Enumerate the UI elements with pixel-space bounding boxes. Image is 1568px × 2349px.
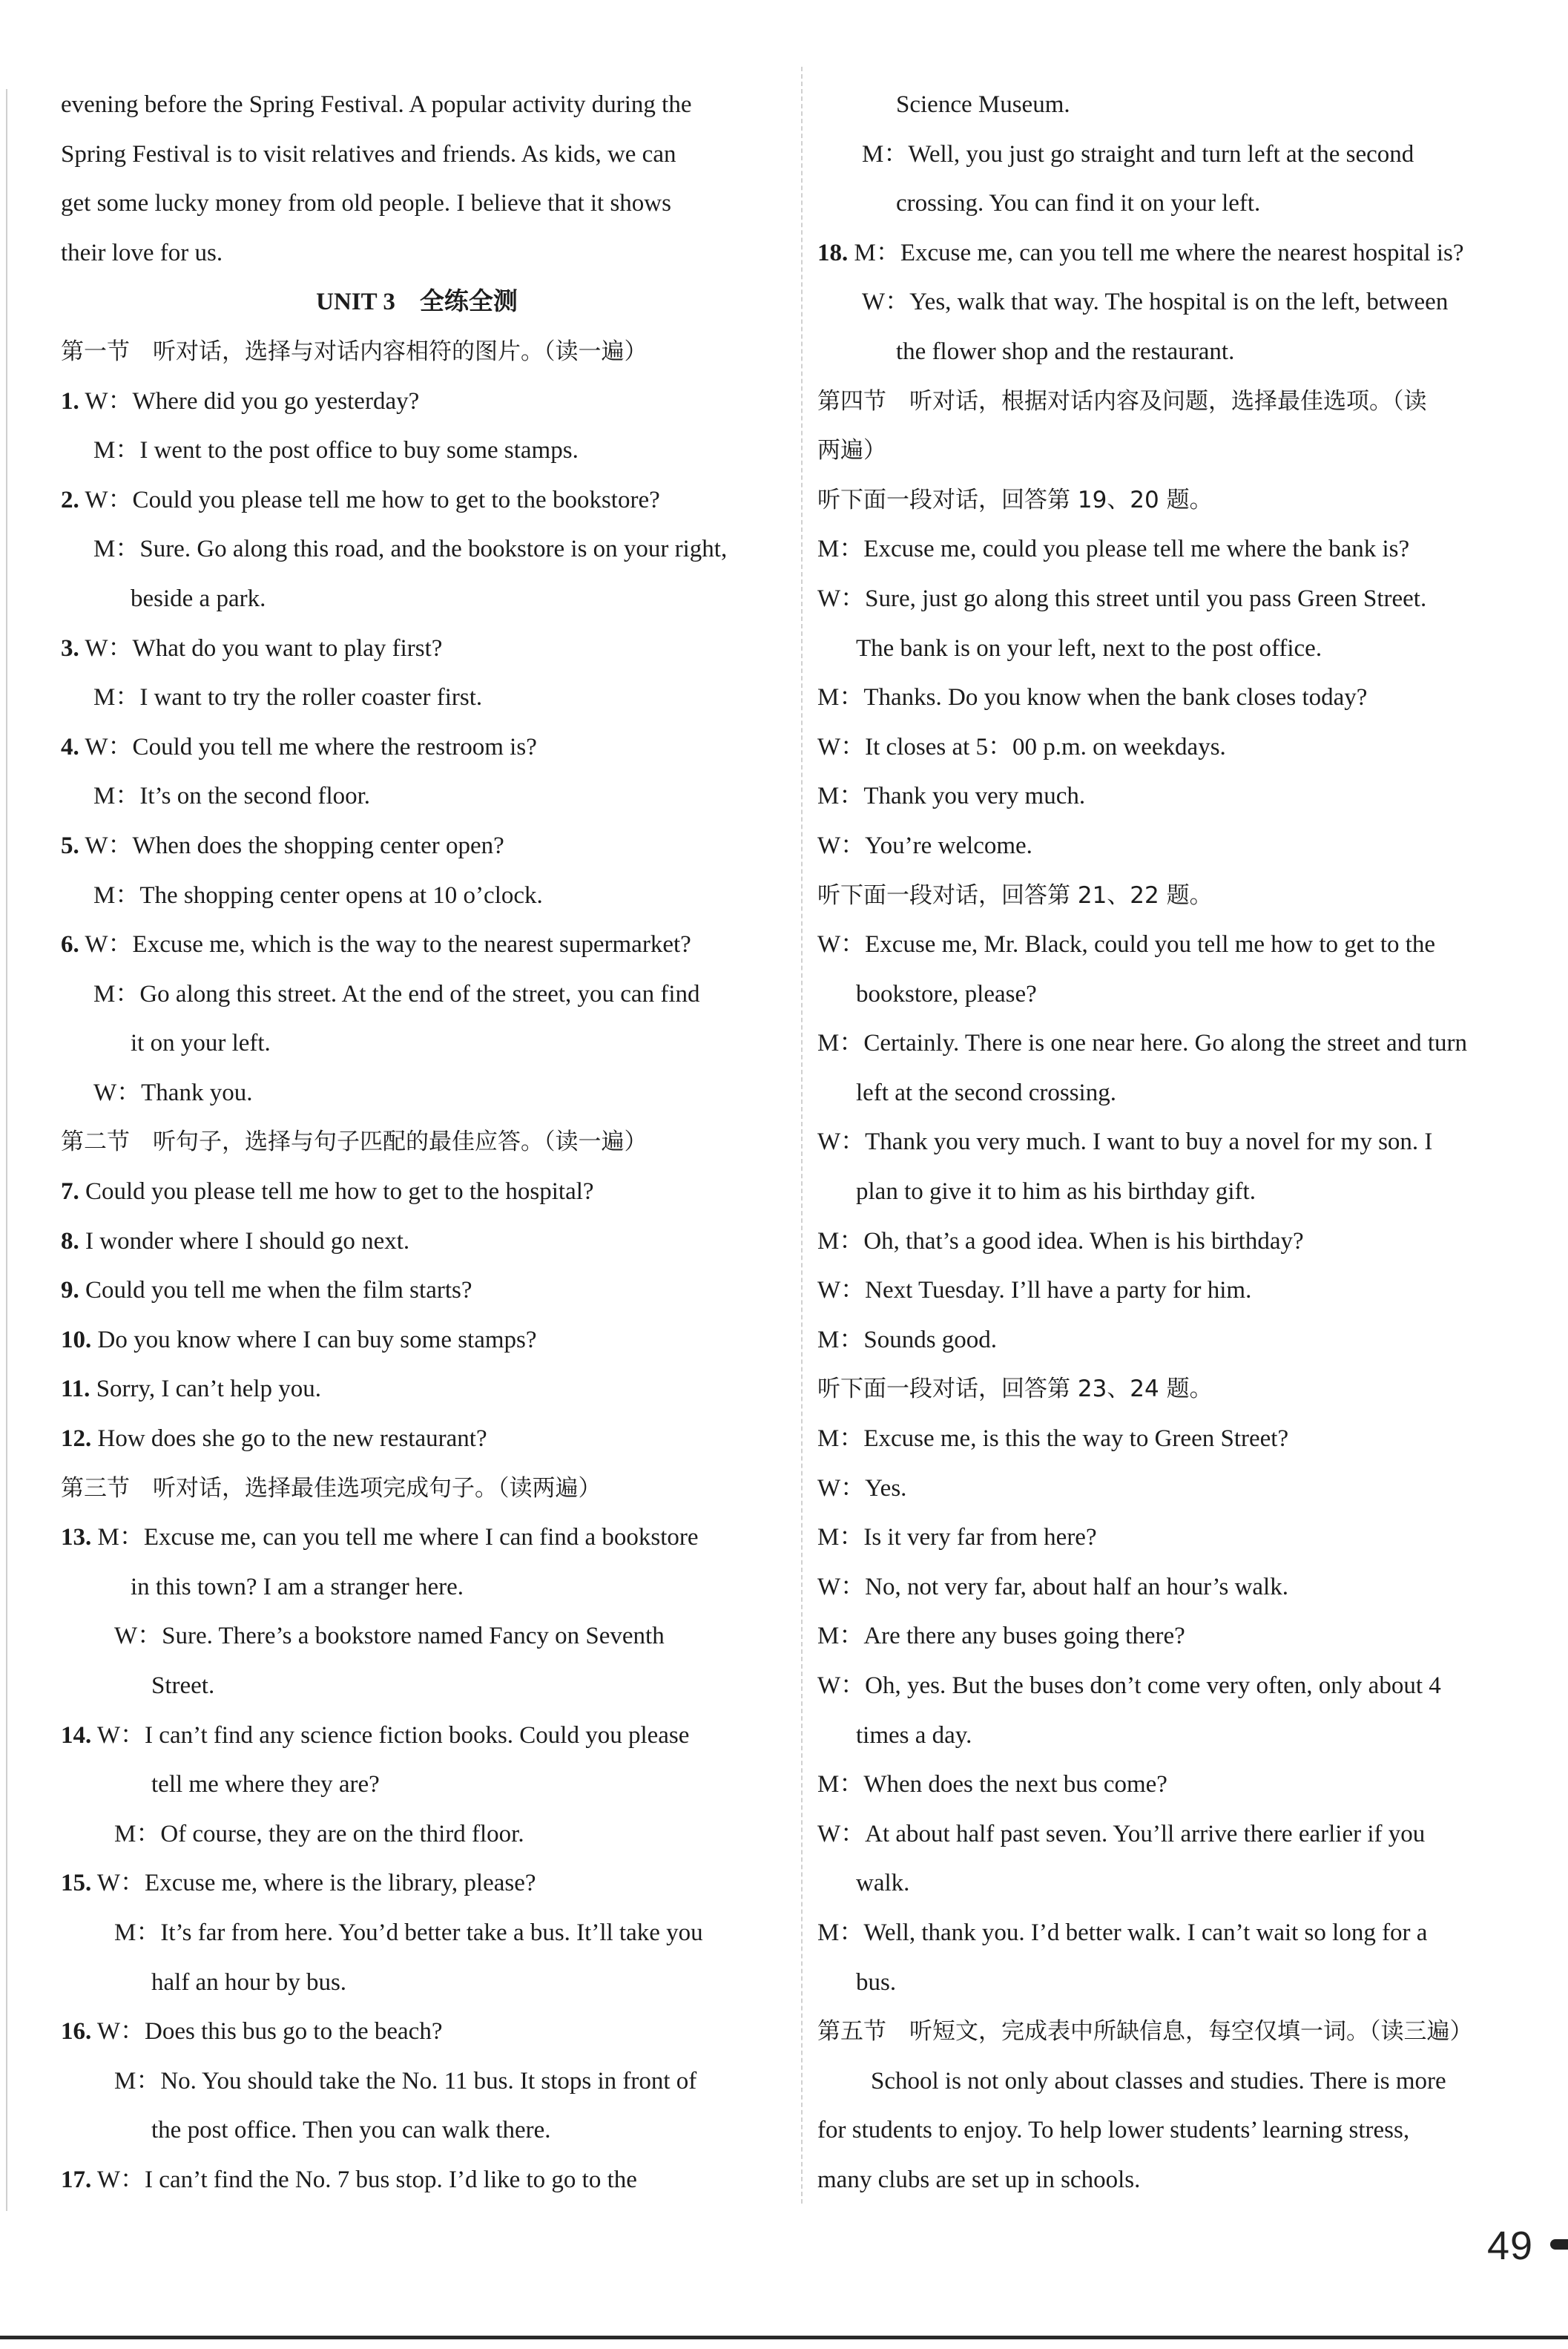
dialogue-continuation: The bank is on your left, next to the post office. bbox=[856, 634, 1322, 662]
question-number: 6. bbox=[61, 931, 79, 959]
question-number: 10. bbox=[61, 1326, 92, 1353]
line-text: W：Could you tell me where the restroom is? bbox=[85, 733, 537, 760]
text-line: their love for us. bbox=[61, 239, 223, 266]
dialogue-line: M：Sounds good. bbox=[817, 1326, 998, 1353]
column-divider bbox=[801, 67, 803, 2204]
line-text: M：Excuse me, can you tell me where I can find a bookstore bbox=[97, 1524, 699, 1551]
sentence-line bbox=[61, 1315, 773, 1365]
dialogue-continuation: the flower shop and the restaurant. bbox=[896, 338, 1235, 365]
text-line: Spring Festival is to visit relatives and friends. As kids, we can bbox=[61, 140, 676, 168]
sentence-line bbox=[61, 1167, 773, 1217]
dialogue-line: W：At about half past seven. You’ll arrive there earlier if you bbox=[817, 1820, 1426, 1847]
question-number: 13. bbox=[61, 1524, 92, 1551]
dialogue-line bbox=[61, 1513, 773, 1563]
dialogue-line bbox=[61, 624, 773, 674]
question-number: 9. bbox=[61, 1277, 79, 1304]
dialogue-line: W：Yes, walk that way. The hospital is on the left, between bbox=[862, 289, 1449, 316]
dialogue-line: M：Of course, they are on the third floor. bbox=[114, 1820, 524, 1847]
passage-line: many clubs are set up in schools. bbox=[817, 2166, 1141, 2193]
page-tab-marker bbox=[1550, 2239, 1568, 2250]
dialogue-continuation: walk. bbox=[856, 1870, 910, 1897]
question-number: 17. bbox=[61, 2166, 92, 2193]
dialogue-line: M：Sure. Go along this road, and the bookstore is on your right, bbox=[93, 536, 728, 563]
dialogue-line: M：It’s far from here. You’d better take a bus. It’ll take you bbox=[114, 1919, 703, 1946]
line-text: Sorry, I can’t help you. bbox=[96, 1376, 322, 1403]
section-title: 第三节 听对话，选择最佳选项完成句子。（读两遍） bbox=[61, 1474, 602, 1502]
dialogue-line: M：I want to try the roller coaster first. bbox=[93, 684, 483, 712]
line-text: W：Could you please tell me how to get to the bookstore? bbox=[85, 486, 660, 513]
bottom-rule bbox=[0, 2336, 1568, 2339]
dialogue-line: M：Thank you very much. bbox=[817, 783, 1086, 810]
question-number: 4. bbox=[61, 733, 79, 760]
dialogue-line: W：Thank you very much. I want to buy a novel for my son. I bbox=[817, 1128, 1433, 1156]
line-text: W：When does the shopping center open? bbox=[85, 832, 504, 859]
question-number: 12. bbox=[61, 1425, 92, 1453]
dialogue-line: W：Next Tuesday. I’ll have a party for him. bbox=[817, 1277, 1252, 1304]
line-text: W：Excuse me, where is the library, please? bbox=[96, 1870, 536, 1897]
instruction-line: 听下面一段对话，回答第 19、20 题。 bbox=[817, 486, 1213, 513]
line-text: W：I can’t find the No. 7 bus stop. I’d like to go to the bbox=[96, 2166, 637, 2193]
page-number: 49 bbox=[1487, 2224, 1534, 2268]
dialogue-continuation: crossing. You can find it on your left. bbox=[896, 190, 1261, 217]
dialogue-line: W：Thank you. bbox=[93, 1079, 253, 1106]
dialogue-line: W：Yes. bbox=[817, 1474, 907, 1502]
line-text: W：Excuse me, which is the way to the nearest supermarket? bbox=[85, 931, 691, 959]
line-text: Could you please tell me how to get to the hospital? bbox=[85, 1178, 594, 1206]
dialogue-line bbox=[61, 1859, 773, 1908]
passage-line: School is not only about classes and studies. There is more bbox=[871, 2067, 1446, 2095]
dialogue-continuation: left at the second crossing. bbox=[856, 1079, 1116, 1106]
line-text: M：Excuse me, can you tell me where the nearest hospital is? bbox=[854, 239, 1464, 266]
dialogue-line bbox=[61, 2155, 773, 2205]
sentence-line bbox=[61, 1266, 773, 1315]
dialogue-line: M：Are there any buses going there? bbox=[817, 1623, 1185, 1650]
dialogue-line: M：Excuse me, could you please tell me where the bank is? bbox=[817, 536, 1410, 563]
dialogue-continuation: it on your left. bbox=[131, 1030, 271, 1057]
section-title-continuation: 两遍） bbox=[817, 437, 886, 464]
dialogue-line: M：The shopping center opens at 10 o’clock. bbox=[93, 881, 543, 909]
dialogue-continuation: plan to give it to him as his birthday gift. bbox=[856, 1178, 1256, 1206]
question-number: 7. bbox=[61, 1178, 79, 1206]
dialogue-line: M：Oh, that’s a good idea. When is his birthday? bbox=[817, 1227, 1304, 1255]
dialogue-line: M：Excuse me, is this the way to Green Street? bbox=[817, 1425, 1289, 1453]
sentence-line bbox=[61, 1364, 773, 1414]
dialogue-line: M：No. You should take the No. 11 bus. It stops in front of bbox=[114, 2067, 697, 2095]
dialogue-continuation: beside a park. bbox=[131, 585, 266, 612]
line-text: How does she go to the new restaurant? bbox=[97, 1425, 487, 1453]
dialogue-line: M：When does the next bus come? bbox=[817, 1771, 1167, 1798]
dialogue-continuation: bookstore, please? bbox=[856, 980, 1037, 1008]
dialogue-line: M：I went to the post office to buy some stamps. bbox=[93, 437, 579, 464]
dialogue-line: M：Certainly. There is one near here. Go along the street and turn bbox=[817, 1030, 1468, 1057]
question-number: 14. bbox=[61, 1721, 92, 1749]
dialogue-line: W：Excuse me, Mr. Black, could you tell me how to get to the bbox=[817, 931, 1436, 959]
text-line: evening before the Spring Festival. A popular activity during the bbox=[61, 91, 692, 118]
dialogue-line: W：Sure. There’s a bookstore named Fancy on Seventh bbox=[114, 1623, 665, 1650]
section-title: 第二节 听句子，选择与句子匹配的最佳应答。（读一遍） bbox=[61, 1128, 648, 1156]
section-title: 第一节 听对话，选择与对话内容相符的图片。（读一遍） bbox=[61, 338, 648, 365]
sentence-line bbox=[61, 1414, 773, 1464]
dialogue-line bbox=[61, 2007, 773, 2057]
passage-line: for students to enjoy. To help lower students’ learning stress, bbox=[817, 2117, 1410, 2144]
text-line: get some lucky money from old people. I believe that it shows bbox=[61, 190, 671, 217]
question-number: 8. bbox=[61, 1227, 79, 1255]
dialogue-continuation: tell me where they are? bbox=[151, 1771, 380, 1798]
dialogue-continuation: Science Museum. bbox=[896, 91, 1070, 118]
dialogue-line bbox=[61, 920, 773, 970]
dialogue-continuation: half an hour by bus. bbox=[151, 1968, 347, 1996]
instruction-line: 听下面一段对话，回答第 21、22 题。 bbox=[817, 881, 1213, 909]
dialogue-line bbox=[61, 821, 773, 871]
unit-heading: UNIT 3 全练全测 bbox=[316, 289, 518, 316]
question-number: 1. bbox=[61, 387, 79, 415]
left-column bbox=[61, 80, 773, 2205]
dialogue-line bbox=[61, 476, 773, 525]
line-text: W：I can’t find any science fiction books. Could you please bbox=[96, 1721, 690, 1749]
question-number: 3. bbox=[61, 634, 79, 662]
dialogue-line: W：It closes at 5：00 p.m. on weekdays. bbox=[817, 733, 1226, 760]
dialogue-line: M：Well, thank you. I’d better walk. I can’t wait so long for a bbox=[817, 1919, 1428, 1946]
dialogue-line: M：Thanks. Do you know when the bank closes today? bbox=[817, 684, 1368, 712]
dialogue-line: W：Sure, just go along this street until you pass Green Street. bbox=[817, 585, 1427, 612]
sentence-line bbox=[61, 1217, 773, 1267]
dialogue-line: W：Oh, yes. But the buses don’t come very often, only about 4 bbox=[817, 1672, 1441, 1699]
line-text: W：Does this bus go to the beach? bbox=[96, 2018, 443, 2046]
left-margin-rule bbox=[6, 89, 7, 2211]
line-text: I wonder where I should go next. bbox=[85, 1227, 410, 1255]
dialogue-continuation: in this town? I am a stranger here. bbox=[131, 1573, 464, 1600]
dialogue-line: M：It’s on the second floor. bbox=[93, 783, 371, 810]
dialogue-line: M：Is it very far from here? bbox=[817, 1524, 1097, 1551]
section-title: 第五节 听短文，完成表中所缺信息，每空仅填一词。（读三遍） bbox=[817, 2018, 1473, 2046]
dialogue-line bbox=[61, 1711, 773, 1761]
question-number: 11. bbox=[61, 1376, 90, 1403]
section-title: 第四节 听对话，根据对话内容及问题，选择最佳选项。（读 bbox=[817, 387, 1427, 415]
dialogue-continuation: bus. bbox=[856, 1968, 897, 1996]
question-number: 2. bbox=[61, 486, 79, 513]
dialogue-continuation: the post office. Then you can walk there. bbox=[151, 2117, 551, 2144]
dialogue-line: W：No, not very far, about half an hour’s walk. bbox=[817, 1573, 1288, 1600]
dialogue-continuation: Street. bbox=[151, 1672, 215, 1699]
line-text: W：Where did you go yesterday? bbox=[85, 387, 420, 415]
line-text: Could you tell me when the film starts? bbox=[85, 1277, 472, 1304]
dialogue-continuation: times a day. bbox=[856, 1721, 972, 1749]
dialogue-line: M：Go along this street. At the end of the street, you can find bbox=[93, 980, 700, 1008]
question-number: 18. bbox=[817, 239, 849, 266]
line-text: Do you know where I can buy some stamps? bbox=[97, 1326, 537, 1353]
dialogue-line: M：Well, you just go straight and turn left at the second bbox=[862, 140, 1414, 168]
question-number: 15. bbox=[61, 1870, 92, 1897]
dialogue-line bbox=[61, 723, 773, 772]
dialogue-line bbox=[817, 229, 1529, 278]
right-column bbox=[817, 80, 1529, 2205]
dialogue-line bbox=[61, 377, 773, 427]
line-text: W：What do you want to play first? bbox=[85, 634, 443, 662]
dialogue-line: W：You’re welcome. bbox=[817, 832, 1032, 859]
question-number: 5. bbox=[61, 832, 79, 859]
question-number: 16. bbox=[61, 2018, 92, 2046]
instruction-line: 听下面一段对话，回答第 23、24 题。 bbox=[817, 1376, 1213, 1403]
